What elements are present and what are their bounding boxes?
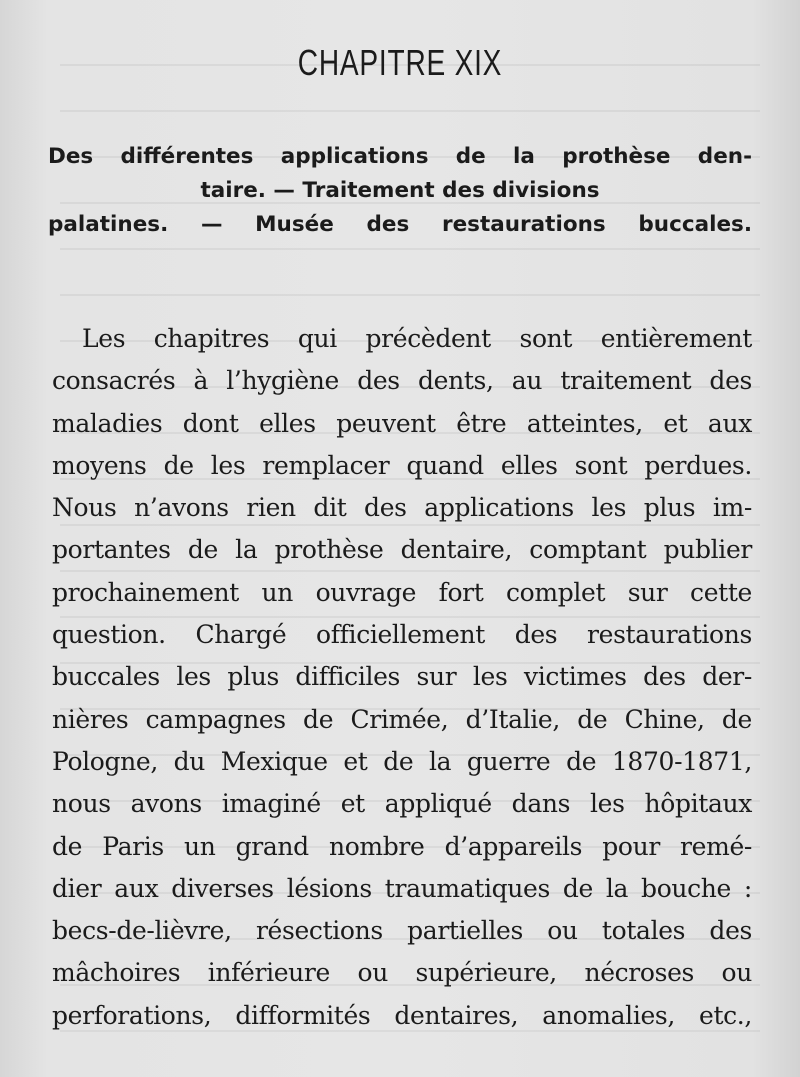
body-line: de Paris un grand nombre d’appareils pour remé- bbox=[52, 831, 752, 861]
chapter-subtitle bbox=[48, 140, 752, 242]
body-line: question. Chargé officiellement des restaurations bbox=[52, 620, 752, 650]
body-line: buccales les plus difficiles sur les victimes des der- bbox=[52, 662, 752, 692]
body-line: prochainement un ouvrage fort complet sur cette bbox=[52, 577, 752, 607]
body-line: Les chapitres qui précèdent sont entièrement bbox=[82, 324, 752, 353]
body-line: mâchoires inférieure ou supérieure, nécroses ou bbox=[52, 958, 752, 988]
body-line: portantes de la prothèse dentaire, comptant publier bbox=[52, 535, 752, 565]
chapter-title: CHAPITRE XIX bbox=[297, 42, 503, 83]
body-line: moyens de les remplacer quand elles sont perdues. bbox=[52, 450, 752, 480]
body-line: perforations, difformités dentaires, anomalies, etc., bbox=[52, 1000, 752, 1030]
body-line: dier aux diverses lésions traumatiques de la bouche : bbox=[52, 873, 752, 903]
body-line: nières campagnes de Crimée, d’Italie, de Chine, de bbox=[52, 704, 752, 734]
subtitle-line: palatines. — Musée des restaurations buccales. bbox=[48, 212, 752, 237]
body-line: consacrés à l’hygiène des dents, au traitement des bbox=[52, 366, 752, 396]
body-line: maladies dont elles peuvent être atteintes, et aux bbox=[52, 408, 752, 438]
body-line: becs-de-lièvre, résections partielles ou totales des bbox=[52, 916, 752, 946]
body-line: Pologne, du Mexique et de la guerre de 1870-1871, bbox=[52, 746, 752, 776]
body-line: nous avons imaginé et appliqué dans les hôpitaux bbox=[52, 789, 752, 819]
subtitle-line: Des différentes applications de la prothèse den- bbox=[48, 144, 752, 169]
body-paragraph bbox=[52, 318, 752, 1037]
body-line: Nous n’avons rien dit des applications les plus im- bbox=[52, 493, 752, 523]
subtitle-line: taire. — Traitement des divisions bbox=[200, 178, 600, 203]
